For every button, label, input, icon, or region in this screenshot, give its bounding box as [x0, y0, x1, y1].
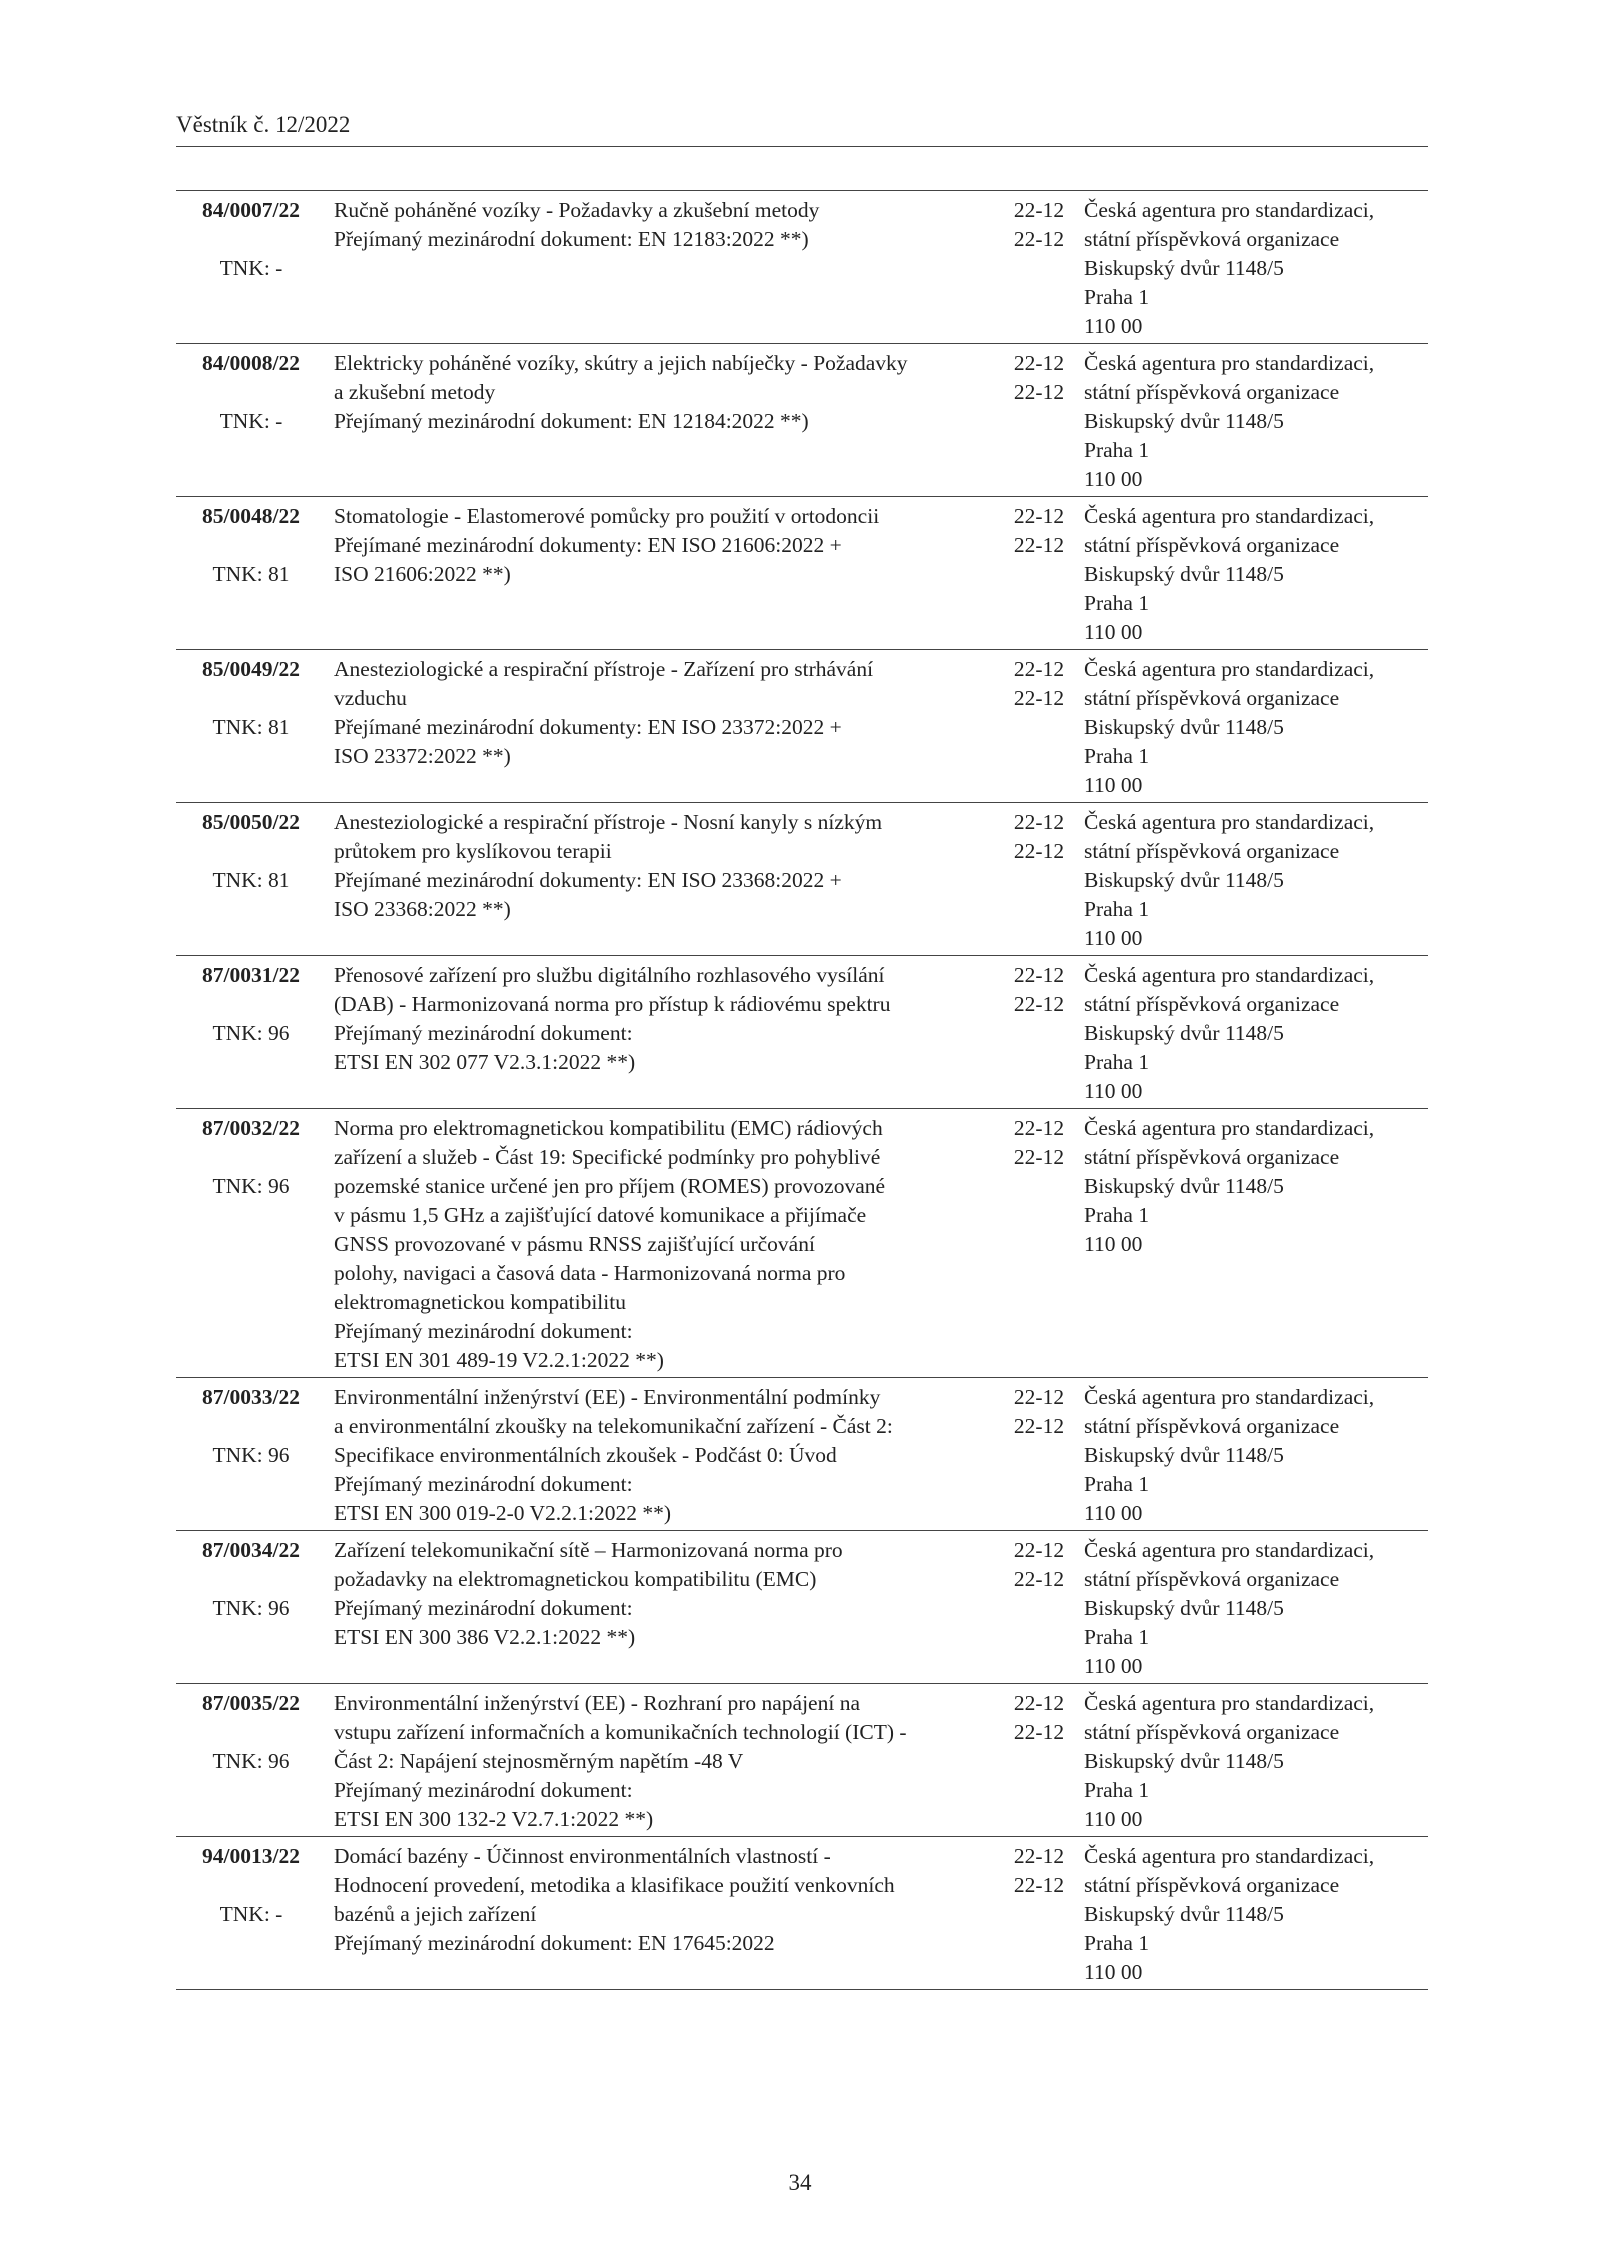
title-line: Anesteziologické a respirační přístroje - Zařízení pro strhávání [334, 657, 874, 681]
date-value: 22-12 [1013, 198, 1065, 222]
date-value: 22-12 [1013, 1567, 1065, 1591]
title-line: ETSI EN 300 132-2 V2.7.1:2022 **) [334, 1807, 654, 1831]
title-line: Stomatologie - Elastomerové pomůcky pro použití v ortodoncii [334, 504, 880, 528]
standard-id-cell [176, 502, 326, 647]
organization-line: 110 00 [1084, 1807, 1143, 1831]
standard-title-cell [326, 502, 994, 647]
organization-line: státní příspěvková organizace [1084, 1414, 1340, 1438]
standard-id-cell [176, 961, 326, 1106]
tnk-label: TNK: 81 [212, 715, 290, 739]
title-line: Přejímaný mezinárodní dokument: [334, 1021, 633, 1045]
organization-line: Biskupský dvůr 1148/5 [1084, 409, 1284, 433]
date-value: 22-12 [1013, 1873, 1065, 1897]
organization-line: Česká agentura pro standardizaci, [1084, 657, 1375, 681]
date-value: 22-12 [1013, 1844, 1065, 1868]
organization-line: 110 00 [1084, 467, 1143, 491]
title-line: Hodnocení provedení, metodika a klasifikace použití venkovních [334, 1873, 895, 1897]
title-line: Přejímaný mezinárodní dokument: EN 12184:2022 **) [334, 409, 809, 433]
standard-title-cell [326, 1689, 994, 1834]
table-row [176, 1837, 1428, 1990]
standard-id: 87/0032/22 [202, 1116, 300, 1140]
date-cell [994, 1689, 1084, 1834]
date-value: 22-12 [1013, 1145, 1065, 1169]
tnk-label: TNK: - [219, 1902, 283, 1926]
organization-line: státní příspěvková organizace [1084, 1720, 1340, 1744]
date-value: 22-12 [1013, 504, 1065, 528]
table-row [176, 1378, 1428, 1531]
title-line: Environmentální inženýrství (EE) - Environmentální podmínky [334, 1385, 881, 1409]
organization-cell [1084, 1842, 1428, 1987]
organization-cell [1084, 1689, 1428, 1834]
organization-line: Biskupský dvůr 1148/5 [1084, 1749, 1284, 1773]
organization-line: 110 00 [1084, 620, 1143, 644]
organization-line: 110 00 [1084, 773, 1143, 797]
title-line: Anesteziologické a respirační přístroje - Nosní kanyly s nízkým [334, 810, 883, 834]
date-value: 22-12 [1013, 380, 1065, 404]
standard-id: 84/0008/22 [202, 351, 300, 375]
title-line: Norma pro elektromagnetickou kompatibilitu (EMC) rádiových [334, 1116, 883, 1140]
organization-line: Biskupský dvůr 1148/5 [1084, 562, 1284, 586]
standard-title-cell [326, 961, 994, 1106]
table-row [176, 1531, 1428, 1684]
organization-line: Biskupský dvůr 1148/5 [1084, 715, 1284, 739]
title-line: a zkušební metody [334, 380, 496, 404]
standard-id-cell [176, 655, 326, 800]
organization-line: Biskupský dvůr 1148/5 [1084, 1596, 1284, 1620]
standard-title-cell [326, 196, 994, 341]
organization-cell [1084, 1383, 1428, 1528]
organization-cell [1084, 349, 1428, 494]
organization-line: Česká agentura pro standardizaci, [1084, 198, 1375, 222]
organization-cell [1084, 655, 1428, 800]
date-value: 22-12 [1013, 810, 1065, 834]
title-line: (DAB) - Harmonizovaná norma pro přístup k rádiovému spektru [334, 992, 891, 1016]
table-row [176, 191, 1428, 344]
organization-line: Česká agentura pro standardizaci, [1084, 1116, 1375, 1140]
title-line: Elektricky poháněné vozíky, skútry a jejich nabíječky - Požadavky [334, 351, 908, 375]
date-value: 22-12 [1013, 227, 1065, 251]
tnk-label: TNK: 96 [212, 1596, 290, 1620]
title-line: Specifikace environmentálních zkoušek - Podčást 0: Úvod [334, 1443, 837, 1467]
title-line: Přejímaný mezinárodní dokument: [334, 1472, 633, 1496]
organization-line: Praha 1 [1084, 438, 1150, 462]
organization-line: státní příspěvková organizace [1084, 227, 1340, 251]
date-cell [994, 961, 1084, 1106]
tnk-label: TNK: 96 [212, 1174, 290, 1198]
title-line: požadavky na elektromagnetickou kompatibilitu (EMC) [334, 1567, 817, 1591]
standard-id-cell [176, 1842, 326, 1987]
date-value: 22-12 [1013, 533, 1065, 557]
title-line: Přejímané mezinárodní dokumenty: EN ISO 23368:2022 + [334, 868, 842, 892]
standard-id: 87/0031/22 [202, 963, 300, 987]
organization-line: Biskupský dvůr 1148/5 [1084, 1902, 1284, 1926]
title-line: ISO 23372:2022 **) [334, 744, 511, 768]
date-cell [994, 349, 1084, 494]
title-line: zařízení a služeb - Část 19: Specifické podmínky pro pohyblivé [334, 1145, 881, 1169]
organization-cell [1084, 502, 1428, 647]
date-value: 22-12 [1013, 1720, 1065, 1744]
table-row [176, 497, 1428, 650]
organization-line: Praha 1 [1084, 1203, 1150, 1227]
title-line: Domácí bazény - Účinnost environmentálních vlastností - [334, 1844, 831, 1868]
title-line: Část 2: Napájení stejnosměrným napětím -48 V [334, 1749, 744, 1773]
organization-cell [1084, 1114, 1428, 1375]
title-line: pozemské stanice určené jen pro příjem (ROMES) provozované [334, 1174, 886, 1198]
standard-id: 85/0049/22 [202, 657, 300, 681]
organization-line: Praha 1 [1084, 1931, 1150, 1955]
organization-line: Praha 1 [1084, 1050, 1150, 1074]
title-line: Přejímané mezinárodní dokumenty: EN ISO 23372:2022 + [334, 715, 842, 739]
title-line: vstupu zařízení informačních a komunikačních technologií (ICT) - [334, 1720, 907, 1744]
table-row [176, 650, 1428, 803]
tnk-label: TNK: - [219, 256, 283, 280]
table-row [176, 803, 1428, 956]
organization-line: Biskupský dvůr 1148/5 [1084, 1021, 1284, 1045]
standard-id: 85/0050/22 [202, 810, 300, 834]
date-value: 22-12 [1013, 1116, 1065, 1140]
title-line: Zařízení telekomunikační sítě – Harmonizovaná norma pro [334, 1538, 843, 1562]
organization-line: Česká agentura pro standardizaci, [1084, 1844, 1375, 1868]
table-row [176, 1684, 1428, 1837]
organization-line: Praha 1 [1084, 1625, 1150, 1649]
organization-line: státní příspěvková organizace [1084, 380, 1340, 404]
date-cell [994, 502, 1084, 647]
organization-line: 110 00 [1084, 1960, 1143, 1984]
organization-line: Česká agentura pro standardizaci, [1084, 810, 1375, 834]
journal-title: Věstník č. 12/2022 [176, 112, 351, 137]
organization-line: Praha 1 [1084, 285, 1150, 309]
organization-line: Praha 1 [1084, 744, 1150, 768]
tnk-label: TNK: 81 [212, 562, 290, 586]
organization-cell [1084, 961, 1428, 1106]
title-line: ETSI EN 300 019-2-0 V2.2.1:2022 **) [334, 1501, 672, 1525]
standard-id: 85/0048/22 [202, 504, 300, 528]
date-cell [994, 1383, 1084, 1528]
table-row [176, 1109, 1428, 1378]
organization-line: 110 00 [1084, 1501, 1143, 1525]
standard-title-cell [326, 655, 994, 800]
date-value: 22-12 [1013, 1691, 1065, 1715]
date-value: 22-12 [1013, 1385, 1065, 1409]
organization-line: Česká agentura pro standardizaci, [1084, 963, 1375, 987]
title-line: ISO 23368:2022 **) [334, 897, 511, 921]
table-row [176, 344, 1428, 497]
date-cell [994, 655, 1084, 800]
organization-line: 110 00 [1084, 1654, 1143, 1678]
standard-id-cell [176, 349, 326, 494]
organization-line: státní příspěvková organizace [1084, 1873, 1340, 1897]
organization-line: Praha 1 [1084, 1778, 1150, 1802]
date-cell [994, 808, 1084, 953]
organization-line: 110 00 [1084, 1079, 1143, 1103]
date-value: 22-12 [1013, 992, 1065, 1016]
date-value: 22-12 [1013, 686, 1065, 710]
standard-id-cell [176, 808, 326, 953]
date-cell [994, 1114, 1084, 1375]
organization-line: 110 00 [1084, 314, 1143, 338]
tnk-label: TNK: 96 [212, 1443, 290, 1467]
title-line: Environmentální inženýrství (EE) - Rozhraní pro napájení na [334, 1691, 860, 1715]
title-line: GNSS provozované v pásmu RNSS zajišťující určování [334, 1232, 815, 1256]
table-row [176, 956, 1428, 1109]
standard-title-cell [326, 1383, 994, 1528]
standard-title-cell [326, 1114, 994, 1375]
title-line: polohy, navigaci a časová data - Harmonizovaná norma pro [334, 1261, 846, 1285]
title-line: ETSI EN 302 077 V2.3.1:2022 **) [334, 1050, 636, 1074]
organization-line: státní příspěvková organizace [1084, 686, 1340, 710]
organization-line: Biskupský dvůr 1148/5 [1084, 1443, 1284, 1467]
title-line: Přejímané mezinárodní dokumenty: EN ISO 21606:2022 + [334, 533, 842, 557]
title-line: vzduchu [334, 686, 407, 710]
organization-line: Biskupský dvůr 1148/5 [1084, 256, 1284, 280]
organization-line: Česká agentura pro standardizaci, [1084, 1538, 1375, 1562]
date-value: 22-12 [1013, 351, 1065, 375]
organization-line: státní příspěvková organizace [1084, 992, 1340, 1016]
title-line: elektromagnetickou kompatibilitu [334, 1290, 626, 1314]
organization-line: Praha 1 [1084, 1472, 1150, 1496]
standard-title-cell [326, 808, 994, 953]
organization-line: Praha 1 [1084, 591, 1150, 615]
tnk-label: TNK: 96 [212, 1749, 290, 1773]
standard-id: 87/0035/22 [202, 1691, 300, 1715]
title-line: ETSI EN 300 386 V2.2.1:2022 **) [334, 1625, 636, 1649]
standard-id: 87/0033/22 [202, 1385, 300, 1409]
organization-line: Biskupský dvůr 1148/5 [1084, 1174, 1284, 1198]
title-line: Přejímaný mezinárodní dokument: EN 12183:2022 **) [334, 227, 809, 251]
organization-cell [1084, 808, 1428, 953]
title-line: Ručně poháněné vozíky - Požadavky a zkušební metody [334, 198, 820, 222]
organization-line: Česká agentura pro standardizaci, [1084, 351, 1375, 375]
organization-line: státní příspěvková organizace [1084, 533, 1340, 557]
standards-table [176, 190, 1428, 1990]
title-line: průtokem pro kyslíkovou terapii [334, 839, 612, 863]
title-line: Přejímaný mezinárodní dokument: [334, 1778, 633, 1802]
tnk-label: TNK: 81 [212, 868, 290, 892]
title-line: v pásmu 1,5 GHz a zajišťující datové komunikace a přijímače [334, 1203, 867, 1227]
page-number: 34 [788, 2170, 812, 2195]
tnk-label: TNK: - [219, 409, 283, 433]
date-cell [994, 1536, 1084, 1681]
organization-line: státní příspěvková organizace [1084, 1145, 1340, 1169]
title-line: Přejímaný mezinárodní dokument: EN 17645:2022 [334, 1931, 775, 1955]
standard-id-cell [176, 1383, 326, 1528]
standard-id: 94/0013/22 [202, 1844, 300, 1868]
date-value: 22-12 [1013, 1538, 1065, 1562]
title-line: ETSI EN 301 489-19 V2.2.1:2022 **) [334, 1348, 664, 1372]
standard-id-cell [176, 1114, 326, 1375]
organization-line: Česká agentura pro standardizaci, [1084, 504, 1375, 528]
title-line: Přenosové zařízení pro službu digitálního rozhlasového vysílání [334, 963, 885, 987]
date-cell [994, 1842, 1084, 1987]
date-value: 22-12 [1013, 963, 1065, 987]
standard-title-cell [326, 1842, 994, 1987]
organization-line: Praha 1 [1084, 897, 1150, 921]
title-line: Přejímaný mezinárodní dokument: [334, 1596, 633, 1620]
standard-id-cell [176, 1689, 326, 1834]
organization-line: státní příspěvková organizace [1084, 1567, 1340, 1591]
tnk-label: TNK: 96 [212, 1021, 290, 1045]
organization-line: 110 00 [1084, 1232, 1143, 1256]
standard-id-cell [176, 196, 326, 341]
page-header [176, 112, 1428, 147]
date-value: 22-12 [1013, 657, 1065, 681]
organization-line: Biskupský dvůr 1148/5 [1084, 868, 1284, 892]
title-line: Přejímaný mezinárodní dokument: [334, 1319, 633, 1343]
title-line: a environmentální zkoušky na telekomunikační zařízení - Část 2: [334, 1414, 893, 1438]
organization-cell [1084, 1536, 1428, 1681]
title-line: bazénů a jejich zařízení [334, 1902, 537, 1926]
date-cell [994, 196, 1084, 341]
organization-line: státní příspěvková organizace [1084, 839, 1340, 863]
standard-id-cell [176, 1536, 326, 1681]
standard-title-cell [326, 1536, 994, 1681]
organization-line: 110 00 [1084, 926, 1143, 950]
title-line: ISO 21606:2022 **) [334, 562, 511, 586]
organization-line: Česká agentura pro standardizaci, [1084, 1691, 1375, 1715]
standard-title-cell [326, 349, 994, 494]
organization-cell [1084, 196, 1428, 341]
date-value: 22-12 [1013, 839, 1065, 863]
standard-id: 84/0007/22 [202, 198, 300, 222]
standard-id: 87/0034/22 [202, 1538, 300, 1562]
organization-line: Česká agentura pro standardizaci, [1084, 1385, 1375, 1409]
date-value: 22-12 [1013, 1414, 1065, 1438]
